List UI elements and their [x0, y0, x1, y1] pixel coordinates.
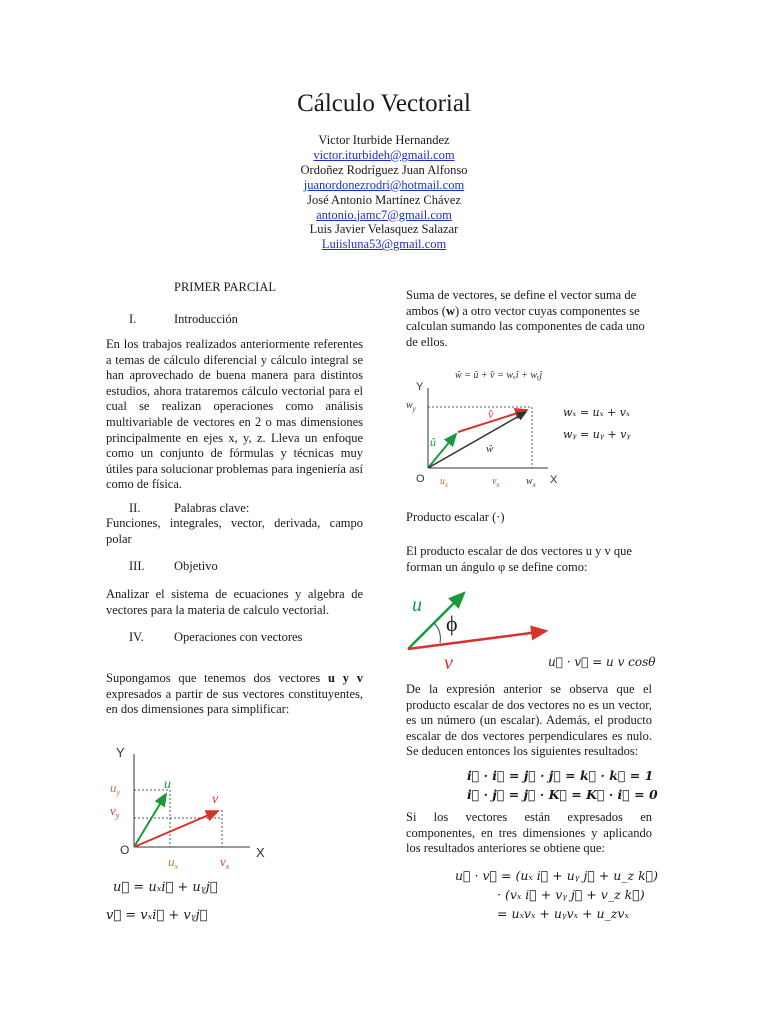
sum-definition-equation: ŵ = û + v̂ = wₓî + wᵧĵ: [455, 370, 543, 381]
component-product-line-2: · (vₓ i⃗ + vᵧ j⃗ + v_z k⃗): [497, 887, 645, 902]
scalar-product-equation: u⃗ · v⃗ = u v cosθ: [548, 655, 656, 669]
v-vector-label: v⃗: [212, 792, 230, 807]
scalar-product-heading: Producto escalar (·): [406, 510, 505, 524]
vector-sum-paragraph: Suma de vectores, se define el vector suma de ambos (w) a otro vector cuyas componentes se calculan sumando las componentes de cada uno de ellos.: [406, 288, 645, 349]
w-vector-label: ŵ: [486, 443, 494, 455]
u-vector-label: u⃗: [164, 777, 182, 792]
author-email-link[interactable]: antonio.jamc7@gmail.com: [316, 207, 452, 222]
author-email-link[interactable]: juanordonezrodri@hotmail.com: [303, 177, 465, 192]
x-axis-label: X: [550, 474, 558, 486]
u-vector-label: u⃗: [412, 594, 438, 616]
svg-text:ux: $u_x$: [440, 476, 449, 489]
author-name: José Antonio Martínez Chávez: [307, 192, 461, 207]
scalar-product-definition: El producto escalar de dos vectores u y v que forman un ángulo φ se define como:: [406, 544, 632, 574]
author-name: Luis Javier Velasquez Salazar: [309, 222, 459, 237]
unit-vector-result-1: i⃗ · i⃗ = j⃗ · j⃗ = k⃗ · k⃗ = 1: [467, 768, 654, 783]
author-name: Ordoñez Rodríguez Juan Alfonso: [300, 162, 468, 177]
component-product-line-1: u⃗ · v⃗ = (uₓ i⃗ + uᵧ j⃗ + u_z k⃗): [455, 868, 659, 883]
svg-text:ux: $u_x$: [168, 854, 179, 871]
scalar-product-figure: [400, 585, 560, 675]
equation-u-components: u⃗ = uₓi⃗ + uᵧj⃗: [113, 880, 218, 895]
vector-sum-figure: [400, 360, 640, 492]
section-heading: Palabras clave:: [174, 501, 250, 515]
equation-wx: wₓ = uₓ + vₓ: [563, 406, 630, 419]
author-block: [0, 133, 768, 252]
equation-wy: wᵧ = uᵧ + vᵧ: [563, 428, 631, 441]
expression-paragraph: De la expresión anterior se observa que el producto escalar de dos vectores no es un vector, es un número (un escalar). Además, el producto escalar de dos vectores perpendiculares es nulo. Se deducen entonces los siguientes resultados:: [406, 682, 652, 759]
section-number: IV.: [129, 630, 144, 644]
section-heading: Introducción: [174, 312, 238, 326]
svg-text:vx: $v_x$: [492, 476, 500, 489]
paper-title: Cálculo Vectorial: [297, 90, 471, 117]
svg-text:wx: $w_x$: [526, 476, 536, 489]
y-axis-label: Y: [116, 745, 125, 760]
vector-v-label: v: [356, 671, 363, 685]
svg-text:vx: $v_x$: [220, 854, 230, 871]
keywords-paragraph: Funciones, integrales, vector, derivada, campo polar: [106, 516, 363, 546]
y-axis-label: Y: [416, 381, 424, 393]
svg-text:vy: $v_y$: [110, 803, 120, 820]
angle-phi-label: ϕ: [446, 611, 458, 636]
vector-w-label: w: [445, 303, 455, 318]
v-vector-label: v⃗: [444, 652, 469, 674]
u-vector-label: û: [430, 435, 436, 449]
section-heading: Operaciones con vectores: [174, 630, 303, 644]
section-number: III.: [129, 559, 145, 573]
svg-text:wy: $w_y$: [406, 400, 416, 413]
x-axis-label: X: [256, 845, 265, 860]
author-name: Victor Iturbide Hernandez: [318, 133, 450, 147]
origin-label: O: [120, 843, 130, 857]
operations-paragraph: Supongamos que tenemos dos vectores u y v expresados a partir de sus vectores constituyentes, en dos dimensiones para simplificar:: [106, 671, 363, 717]
v-vector-label: v̂: [488, 407, 494, 421]
vector-u-label: u: [328, 671, 335, 685]
section-number: II.: [129, 501, 141, 515]
section-heading: Objetivo: [174, 559, 218, 573]
author-email-link[interactable]: Luiisluna53@gmail.com: [321, 237, 447, 252]
section-number: I.: [129, 312, 137, 326]
origin-label: O: [416, 473, 425, 485]
equation-v-components: v⃗ = vₓi⃗ + vᵧj⃗: [106, 908, 208, 923]
vector-components-figure: [100, 740, 280, 875]
author-email-link[interactable]: victor.iturbideh@gmail.com: [313, 147, 455, 162]
svg-text:uy: $u_y$: [110, 780, 121, 797]
part-heading: PRIMER PARCIAL: [174, 280, 276, 294]
components-paragraph: Si los vectores están expresados en componentes, en tres dimensiones y aplicando los resultados anteriores se obtiene que:: [406, 810, 652, 856]
objective-paragraph: Analizar el sistema de ecuaciones y algebra de vectores para la materia de calculo vectorial.: [106, 587, 363, 617]
unit-vector-result-2: i⃗ · j⃗ = j⃗ · K⃗ = K⃗ · i⃗ = 0: [467, 787, 658, 802]
component-product-line-3: = uₓvₓ + uᵧvₓ + u_zvₓ: [497, 906, 629, 921]
intro-paragraph: En los trabajos realizados anteriormente referentes a temas de cálculo diferencial y cálculo integral se han aprovechado de buena manera para distintos estudios, ahora trataremos cálculo vectorial para el cual se realizan operaciones como análisis multivariable de vectores en 2 o mas dimensiones principalmente en ejes x, y, z. Lleva un enfoque como un conjunto de fórmulas y técnicas muy útiles para solucionar problemas para ingeniería así como de física.: [106, 337, 363, 492]
